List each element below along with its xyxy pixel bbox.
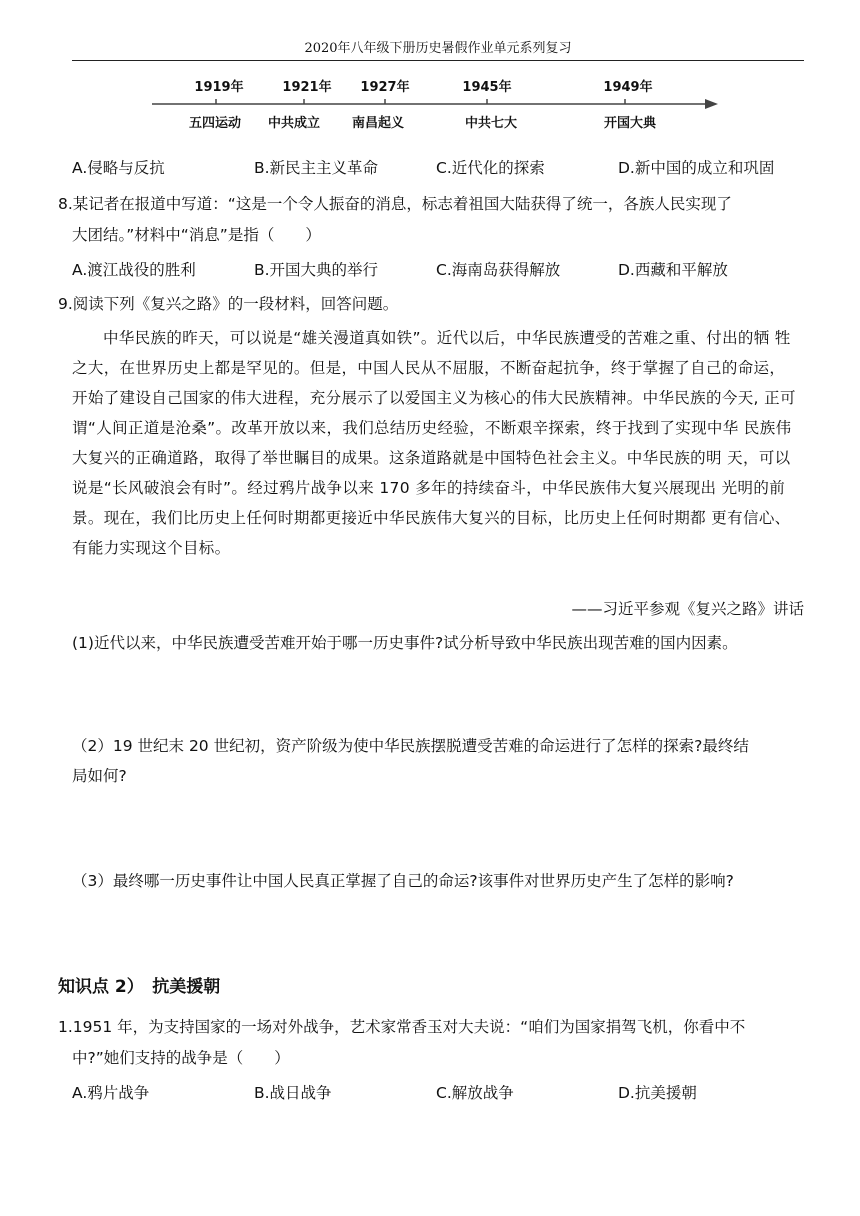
- q8-stem-line1: 8.某记者在报道中写道：“这是一个令人振奋的消息，标志着祖国大陆获得了统一，各族人民实现了: [58, 195, 732, 213]
- q9-passage: [72, 323, 806, 563]
- q8-option-b: B.开国大典的举行: [254, 261, 379, 279]
- q8-option-d: D.西藏和平解放: [618, 261, 728, 279]
- q7-option-b: B.新民主主义革命: [254, 159, 379, 177]
- timeline-year: 1919年: [194, 80, 244, 95]
- s2-q1-option-d: D.抗美援朝: [618, 1084, 697, 1102]
- timeline-event: 中共成立: [267, 116, 321, 131]
- s2-q1-option-c: C.解放战争: [436, 1084, 514, 1102]
- q8-option-c: C.海南岛获得解放: [436, 261, 561, 279]
- timeline-event: 开国大典: [603, 116, 657, 131]
- s2-q1-option-a: A.鸦片战争: [72, 1084, 150, 1102]
- q9-intro: 9.阅读下列《复兴之路》的一段材料，回答问题。: [58, 295, 399, 313]
- q9-subquestion-1: (1)近代以来，中华民族遭受苦难开始于哪一历史事件?试分析导致中华民族出现苦难的国内因素。: [72, 634, 738, 652]
- s2-q1-stem-line1: 1.1951 年，为支持国家的一场对外战争，艺术家常香玉对大夫说：“咱们为国家捐驾飞机，你看中不: [58, 1018, 746, 1036]
- timeline-year: 1927年: [360, 80, 410, 95]
- timeline-year: 1921年: [282, 80, 332, 95]
- q9-passage-text: 中华民族的昨天，可以说是“雄关漫道真如铁”。近代以后，中华民族遭受的苦难之重、付出的牺 牲之大，在世界历史上都是罕见的。但是，中国人民从不屈服，不断奋起抗争，终于掌握了自己的命运， 开始了建设自己国家的伟大进程，充分展示了以爱国主义为核心的伟大民族精神。中华民族的今天, 正可谓“人间正道是沧桑”。改革开放以来，我们总结历史经验，不断艰辛探索，终于找到了实现中华 民族伟大复兴的正确道路，取得了举世瞩目的成果。这条道路就是中国特色社会主义。中华民族的明 天，可以说是“长风破浪会有时”。经过鸦片战争以来 170 多年的持续奋斗，中华民族伟大复兴展现出 光明的前景。现在，我们比历史上任何时期都更接近中华民族伟大复兴的目标，比历史上任何时期都 更有信心、有能力实现这个目标。: [72, 329, 796, 557]
- s2-q1-option-b: B.战日战争: [254, 1084, 332, 1102]
- q7-option-a: A.侵略与反抗: [72, 159, 165, 177]
- q9-source: ——习近平参观《复兴之路》讲话: [571, 600, 804, 618]
- header-rule: [72, 60, 804, 61]
- q7-option-d: D.新中国的成立和巩固: [618, 159, 775, 177]
- q9-subquestion-2-line2: 局如何?: [72, 767, 127, 785]
- q9-subquestion-2-line1: （2）19 世纪末 20 世纪初，资产阶级为使中华民族摆脱遭受苦难的命运进行了怎样的探索?最终结: [72, 737, 749, 755]
- timeline-year: 1945年: [462, 80, 512, 95]
- q7-option-c: C.近代化的探索: [436, 159, 545, 177]
- page-header: 2020年八年级下册历史暑假作业单元系列复习: [304, 41, 572, 56]
- timeline-event: 五四运动: [188, 116, 242, 131]
- q8-option-a: A.渡江战役的胜利: [72, 261, 196, 279]
- s2-q1-stem-line2: 中?”她们支持的战争是（ ）: [72, 1049, 290, 1067]
- q9-subquestion-3: （3）最终哪一历史事件让中国人民真正掌握了自己的命运?该事件对世界历史产生了怎样的影响?: [72, 872, 734, 890]
- timeline-year: 1949年: [603, 80, 653, 95]
- section-title: 知识点 2） 抗美援朝: [58, 977, 221, 997]
- q8-stem-line2: 大团结。”材料中“消息”是指（ ）: [72, 226, 321, 244]
- timeline-event: 南昌起义: [351, 116, 405, 131]
- timeline-event: 中共七大: [464, 116, 518, 131]
- timeline-figure: [150, 70, 720, 140]
